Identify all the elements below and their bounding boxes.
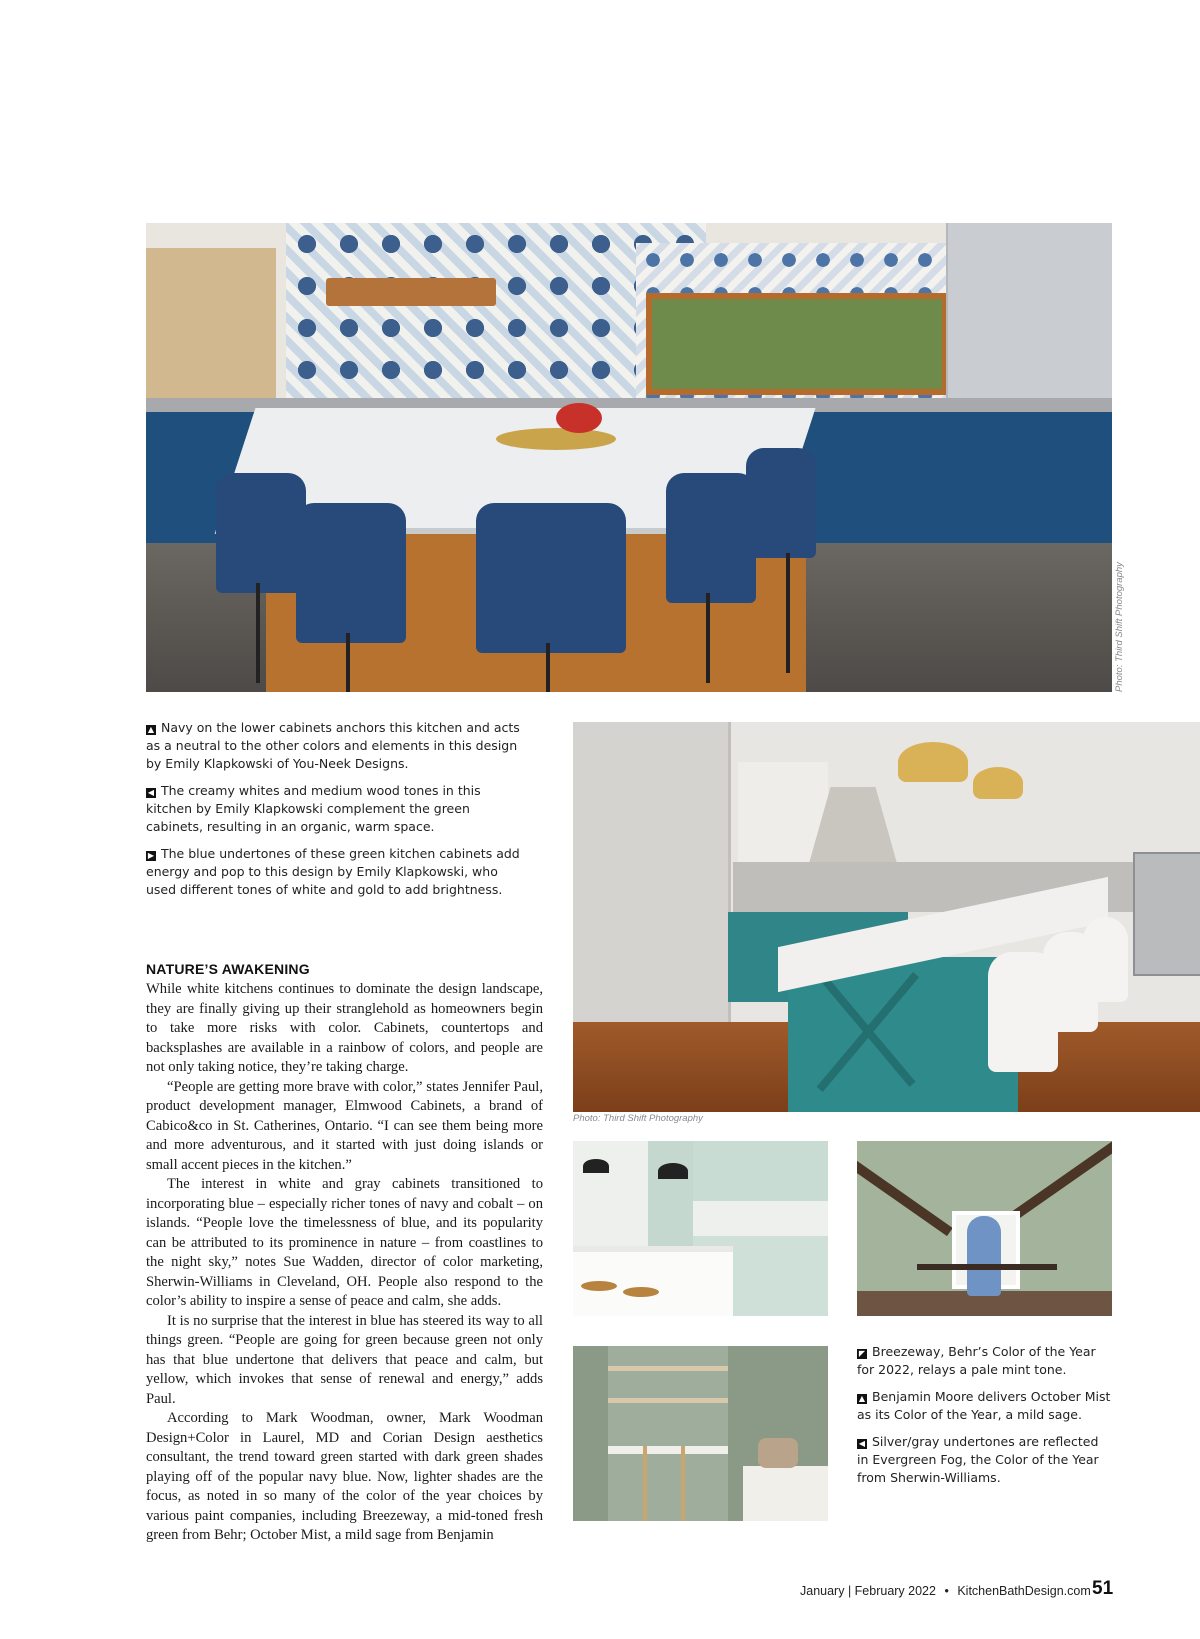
caption-navy-kitchen: ▲ Navy on the lower cabinets anchors this kitchen and acts as a neutral to the other colors and elements in this design by Emily Klapkowski of You-Neek Designs. [146,720,520,771]
arrow-left-icon: ◀ [147,788,155,797]
article-paragraph: “People are getting more brave with color,” states Jennifer Paul, product development manager, Elmwood Cabinets, a brand of Cabico&co in St. Catherines, Ontario. “I can see them being more and more adventurous, and it started with just doing islands or small accent pieces in the kitchen.” [146,1078,543,1173]
hero-photo-credit: Photo: Third Shift Photography [1114,562,1125,692]
hero-kitchen-photo [146,223,1112,692]
caption-breezeway: ◤ Breezeway, Behr’s Color of the Year for 2022, relays a pale mint tone. [857,1344,1096,1377]
footer-issue-info [800,1584,1091,1598]
page-number: 51 [1092,1578,1114,1599]
captions-left [146,719,526,908]
article-paragraph: While white kitchens continues to dominate the design landscape, they are finally giving up their stranglehold as homeowners begin to take more risks with color. Cabinets, countertops and backsplashes are available in a rainbow of colors, and people are not only taking notice, they’re taking charge. [146,981,543,1075]
arrow-up-icon: ▲ [858,1394,866,1403]
captions-right [857,1343,1112,1496]
sage-shelves-photo [573,1346,828,1521]
green-island-kitchen-photo [573,722,1200,1112]
sage-attic-photo [857,1141,1112,1316]
article-heading: NATURE’S AWAKENING [146,961,310,977]
article-paragraph: The interest in white and gray cabinets transitioned to incorporating blue – especially richer tones of navy and cobalt – on islands. “People love the timelessness of blue, and its popularity can be attributed to its prominence in nature – from coastlines to the night sky,” notes Sue Wadden, director of color marketing, Sherwin-Williams in Cleveland, OH. People also respond to the color’s ability to inspire a sense of peace and calm, she adds. [146,1176,543,1309]
article-paragraph: It is no surprise that the interest in blue has steered its way to all things green. “People are going for green because green not only has that blue undertone that delivers that peace and calm, but yellow, which invokes that sense of renewal and energy,” adds Paul. [146,1312,543,1407]
caption-creamy-whites: ◀ The creamy whites and medium wood tones in this kitchen by Emily Klapkowski complement the green cabinets, resulting in an organic, warm space. [146,783,481,834]
arrow-up-icon: ▲ [147,725,155,734]
footer-separator: • [944,1584,949,1598]
caption-blue-undertones: ▶ The blue undertones of these green kitchen cabinets add energy and pop to this design by Emily Klapkowski, who used different tones of white and gold to add brightness. [146,846,520,897]
caption-october-mist: ▲ Benjamin Moore delivers October Mist as its Color of the Year, a mild sage. [857,1389,1111,1422]
caption-evergreen-fog: ◀ Silver/gray undertones are reflected in Evergreen Fog, the Color of the Year from Sherwin-Williams. [857,1434,1099,1485]
green-island-photo-credit: Photo: Third Shift Photography [573,1113,703,1124]
article-paragraph: According to Mark Woodman, owner, Mark Woodman Design+Color in Laurel, MD and Corian Design aesthetics consultant, the trend toward green started with dark green shades playing off of the popular navy blue. Now, lighter shades are the focus, as noted in so many of the color of the year choices by various paint companies, including Breezeway, a mid-toned fresh green from Behr; October Mist, a mild sage from Benjamin [146,1410,543,1543]
mint-kitchen-photo [573,1141,828,1316]
article-body [146,980,543,1546]
arrow-left-icon: ◀ [858,1439,866,1448]
footer-issue: January | February 2022 [800,1584,936,1598]
arrow-up-left-icon: ◤ [858,1349,866,1358]
footer-site: KitchenBathDesign.com [957,1584,1091,1598]
arrow-right-icon: ▶ [147,851,155,860]
